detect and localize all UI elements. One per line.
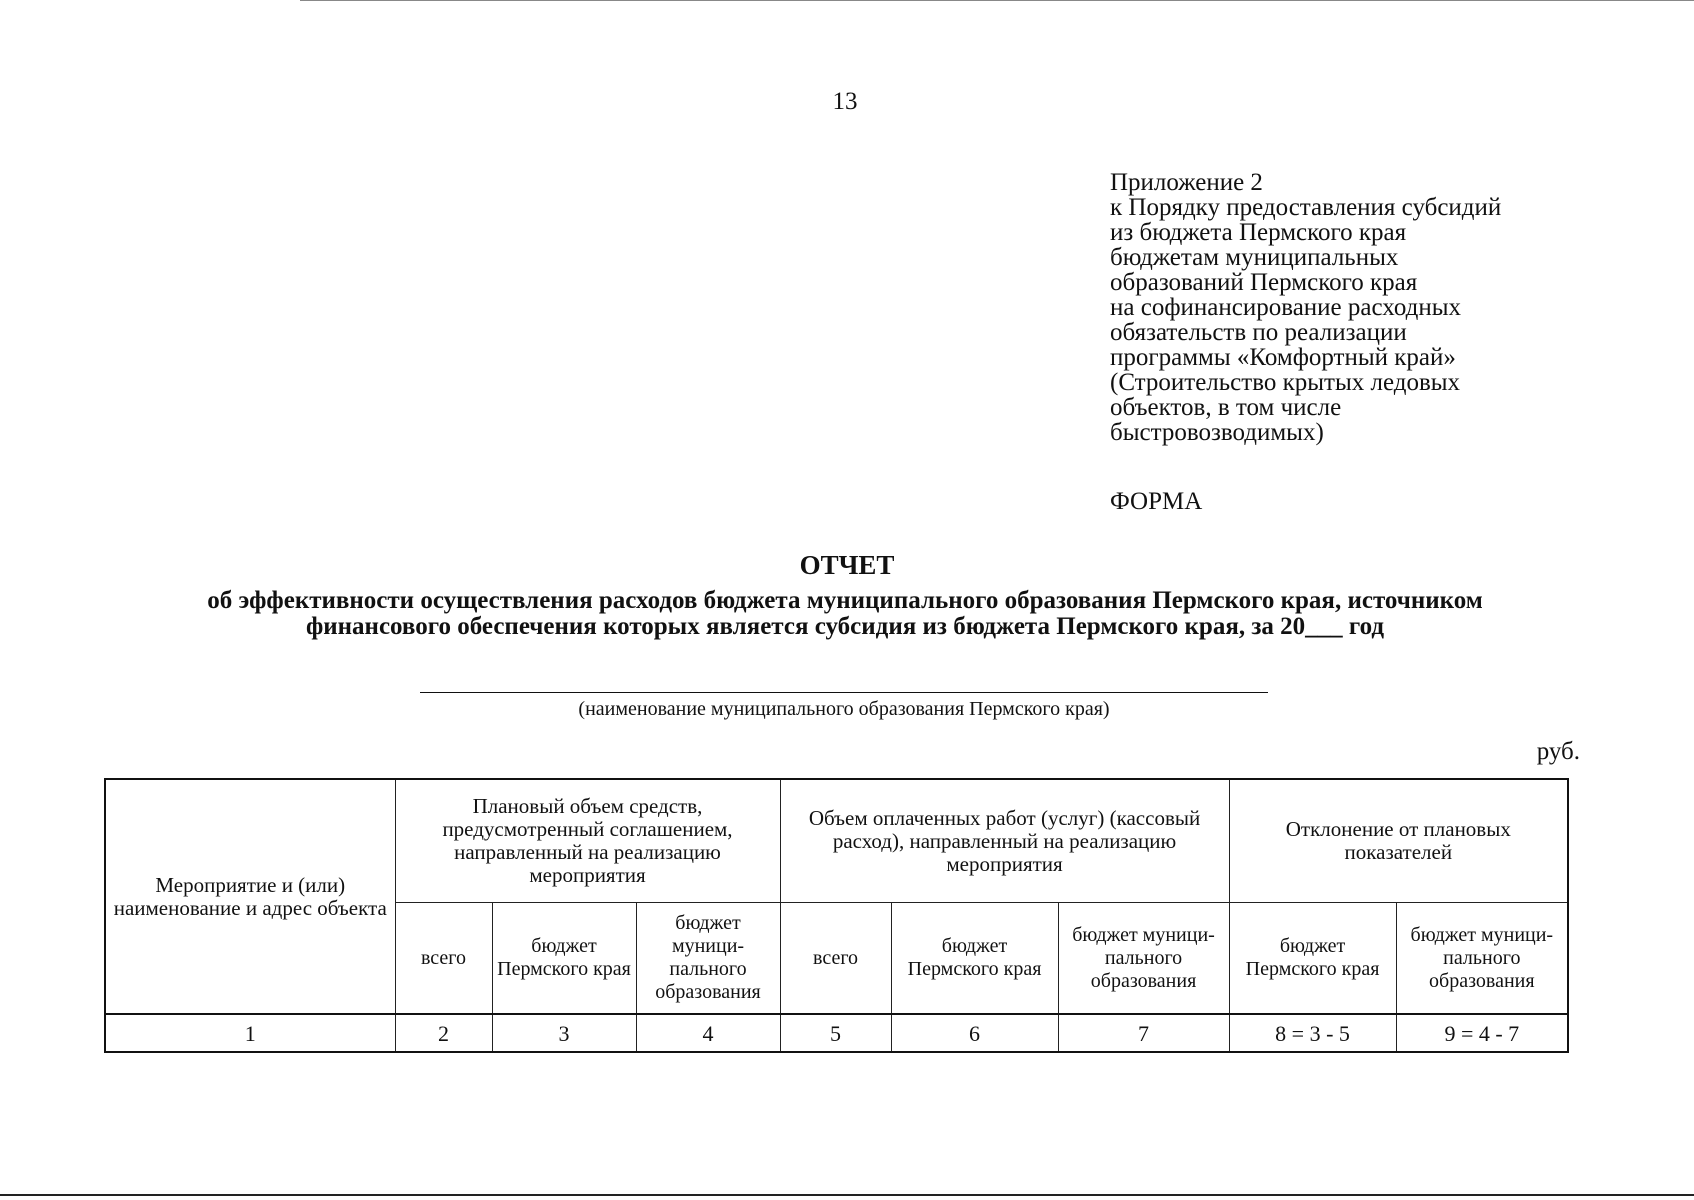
column-number-cell: 2 xyxy=(395,1014,492,1052)
table-header-row xyxy=(105,779,1568,903)
subheader-cell: бюджет Пермского края xyxy=(891,903,1058,1015)
column-number-cell: 3 xyxy=(492,1014,636,1052)
municipality-name-caption: (наименование муниципального образования Пермского края) xyxy=(578,698,1110,720)
appendix-line: к Порядку предоставления субсидий xyxy=(1110,194,1502,221)
page-number: 13 xyxy=(832,88,858,115)
subheader-cell: бюджет муници-пального образования xyxy=(1396,903,1568,1015)
form-label: ФОРМА xyxy=(1110,488,1203,515)
report-subtitle-line: финансового обеспечения которых является субсидия из бюджета Пермского края, за 20___ год xyxy=(305,613,1385,640)
appendix-line: объектов, в том числе xyxy=(1110,394,1342,421)
column-number-cell: 1 xyxy=(105,1014,395,1052)
municipality-name-field-line xyxy=(420,692,1268,693)
appendix-line: на софинансирование расходных xyxy=(1110,294,1461,321)
subheader-cell: бюджет муници-пального образования xyxy=(1058,903,1229,1015)
currency-unit: руб. xyxy=(1536,738,1580,765)
subheader-cell: бюджет муници-пального образования xyxy=(636,903,780,1015)
column-number-cell: 9 = 4 - 7 xyxy=(1396,1014,1568,1052)
subheader-cell: всего xyxy=(395,903,492,1015)
appendix-line: программы «Комфортный край» xyxy=(1110,344,1456,371)
header-group-deviation: Отклонение от плановых показателей xyxy=(1229,779,1568,903)
report-table xyxy=(104,778,1569,1053)
appendix-line: быстровозводимых) xyxy=(1110,419,1324,446)
report-title: ОТЧЕТ xyxy=(799,550,895,580)
subheader-cell: бюджет Пермского края xyxy=(1229,903,1396,1015)
header-group-planned: Плановый объем средств, предусмотренный соглашением, направленный на реализацию мероприятия xyxy=(395,779,780,903)
header-group-paid: Объем оплаченных работ (услуг) (кассовый расход), направленный на реализацию мероприятия xyxy=(780,779,1229,903)
header-event-object: Мероприятие и (или) наименование и адрес объекта xyxy=(105,779,395,1014)
column-number-row xyxy=(105,1014,1568,1052)
subheader-cell: всего xyxy=(780,903,891,1015)
appendix-line: Приложение 2 xyxy=(1110,169,1263,196)
appendix-line: обязательств по реализации xyxy=(1110,319,1407,346)
appendix-line: из бюджета Пермского края xyxy=(1110,219,1407,246)
column-number-cell: 8 = 3 - 5 xyxy=(1229,1014,1396,1052)
appendix-line: бюджетам муниципальных xyxy=(1110,244,1399,271)
appendix-line: (Строительство крытых ледовых xyxy=(1110,369,1461,396)
appendix-block xyxy=(1110,170,1630,445)
report-subtitle xyxy=(110,588,1580,640)
scan-edge-top xyxy=(300,0,1694,1)
report-subtitle-line: об эффективности осуществления расходов бюджета муниципального образования Пермского края, источником xyxy=(207,587,1483,614)
appendix-line: образований Пермского края xyxy=(1110,269,1418,296)
subheader-cell: бюджет Пермского края xyxy=(492,903,636,1015)
scan-edge-bottom xyxy=(0,1194,1694,1196)
column-number-cell: 5 xyxy=(780,1014,891,1052)
column-number-cell: 6 xyxy=(891,1014,1058,1052)
column-number-cell: 7 xyxy=(1058,1014,1229,1052)
column-number-cell: 4 xyxy=(636,1014,780,1052)
